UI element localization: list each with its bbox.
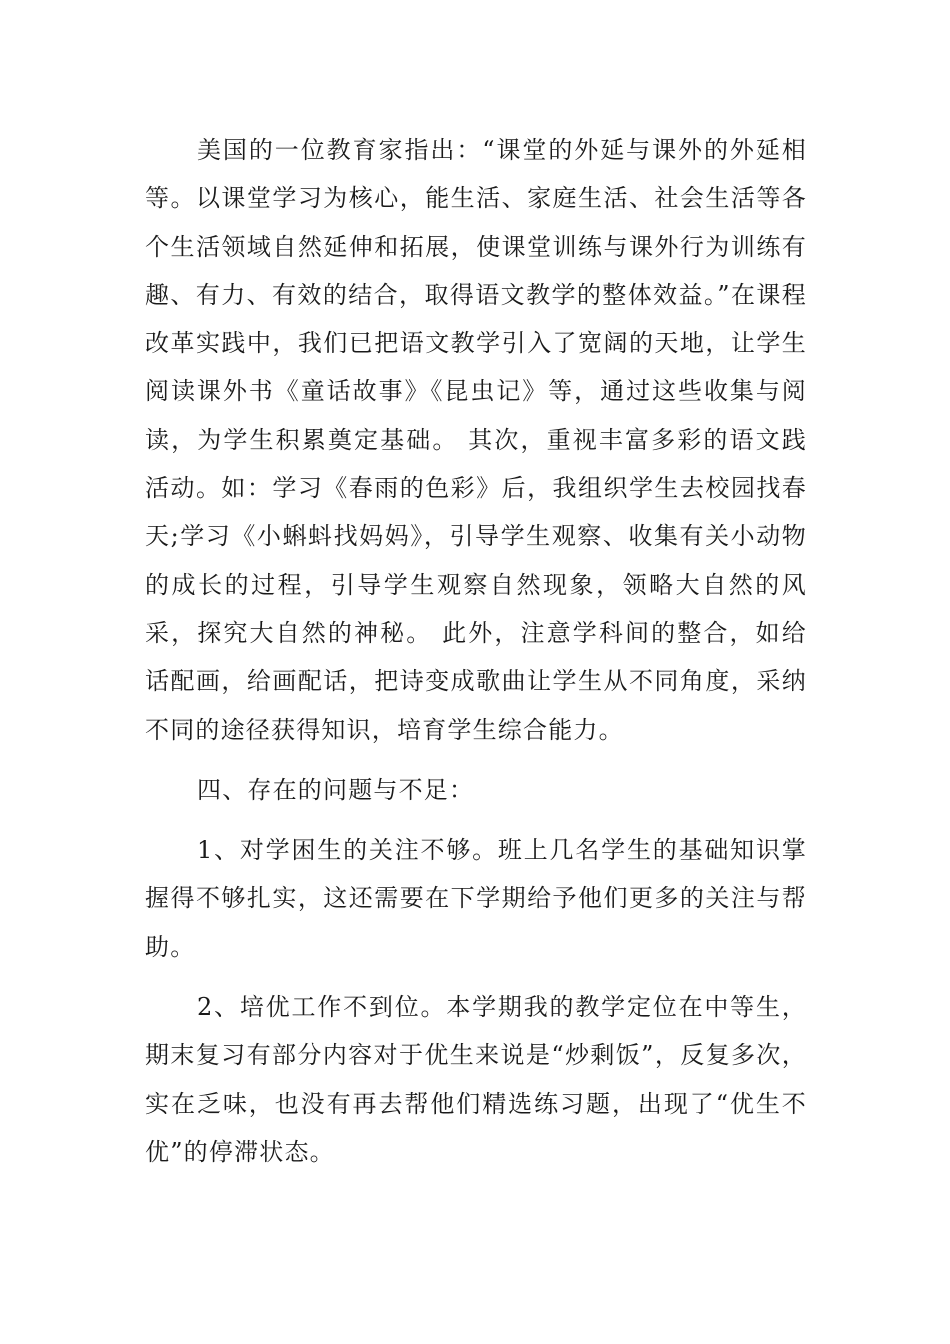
paragraph-teaching-practice: 美国的一位教育家指出：“课堂的外延与课外的外延相等。以课堂学习为核心，能生活、家庭生活、社会生活等各个生活领域自然延伸和拓展，使课堂训练与课外行为训练有趣、有力、有效的结合，取得语文教学的整体效益。”在课程改革实践中，我们已把语文教学引入了宽阔的天地，让学生阅读课外书《童话故事》《昆虫记》等，通过这些收集与阅读，为学生积累奠定基础。 其次，重视丰富多彩的语文践活动。如：学习《春雨的色彩》后，我组织学生去校园找春天;学习《小蝌蚪找妈妈》，引导学生观察、收集有关小动物的成长的过程，引导学生观察自然现象，领略大自然的风采，探究大自然的神秘。 此外，注意学科间的整合，如给话配画，给画配话，把诗变成歌曲让学生从不同角度，采纳不同的途径获得知识，培育学生综合能力。 xyxy=(145,136,807,744)
section-heading-problems: 四、存在的问题与不足： xyxy=(197,775,475,804)
paragraph-problem-2: 2、培优工作不到位。本学期我的教学定位在中等生，期末复习有部分内容对于优生来说是“炒剩饭”，反复多次，实在乏味，也没有再去帮他们精选练习题，出现了“优生不优”的停滞状态。 xyxy=(145,993,807,1166)
document-page xyxy=(145,126,807,1176)
paragraph-problem-1: 1、对学困生的关注不够。班上几名学生的基础知识掌握得不够扎实，这还需要在下学期给予他们更多的关注与帮助。 xyxy=(145,836,807,961)
